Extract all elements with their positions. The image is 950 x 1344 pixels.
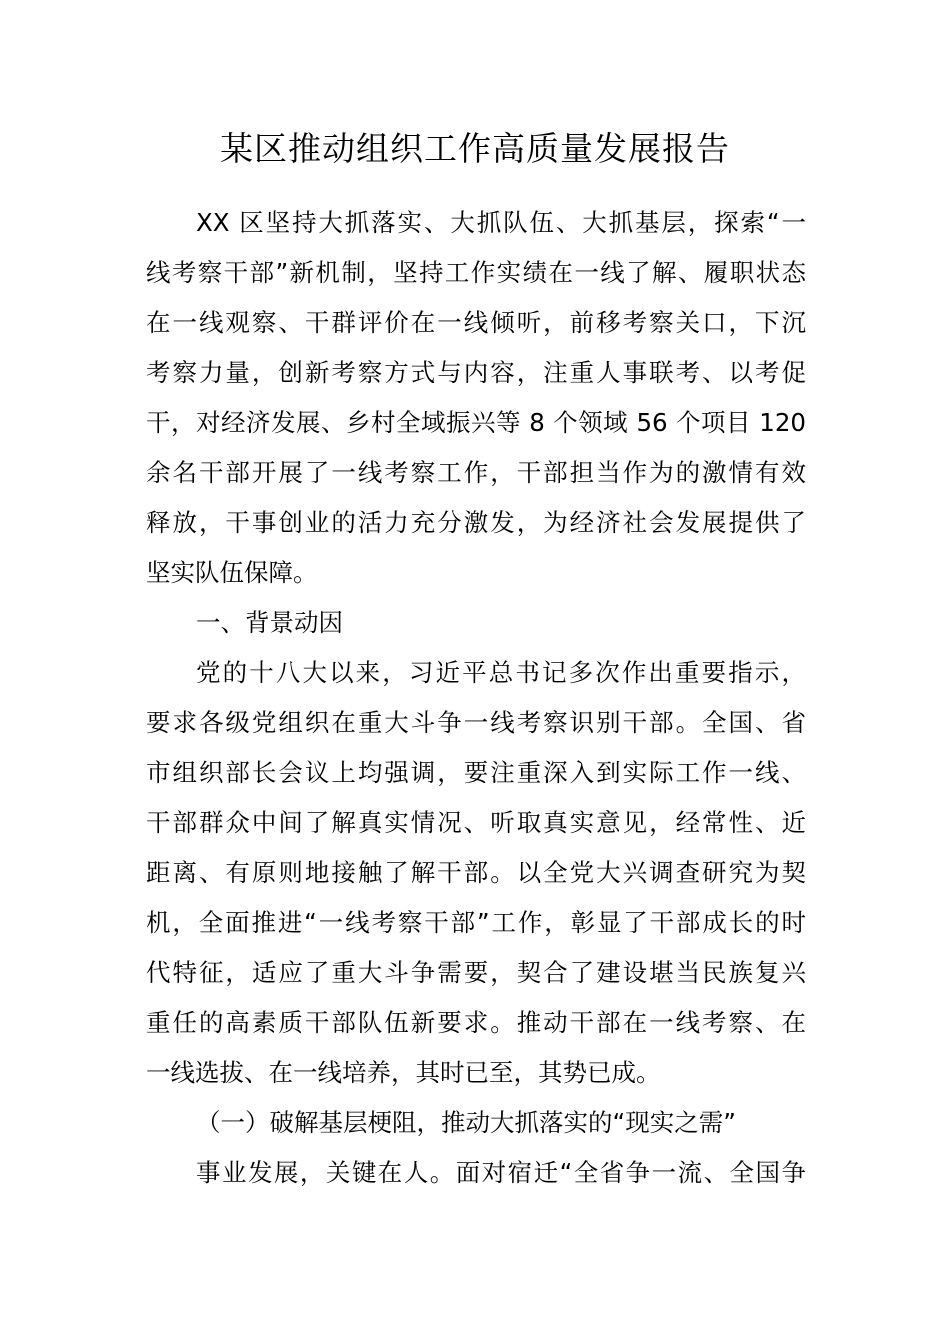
paragraph-line: 余名干部开展了一线考察工作，干部担当作为的激情有效 bbox=[146, 458, 806, 487]
document-title: 某区推动组织工作高质量发展报告 bbox=[220, 129, 730, 168]
paragraph-line: 代特征，适应了重大斗争需要，契合了建设堪当民族复兴 bbox=[146, 958, 806, 987]
section-heading: 一、背景动因 bbox=[196, 608, 343, 637]
paragraph-line: 要求各级党组织在重大斗争一线考察识别干部。全国、省 bbox=[146, 708, 806, 737]
paragraph-line: 机，全面推进“一线考察干部”工作，彰显了干部成长的时 bbox=[146, 908, 806, 937]
paragraph-line: 党的十八大以来，习近平总书记多次作出重要指示， bbox=[196, 658, 806, 687]
paragraph-line: 在一线观察、干群评价在一线倾听，前移考察关口，下沉 bbox=[146, 308, 806, 337]
paragraph-line: 线考察干部”新机制，坚持工作实绩在一线了解、履职状态 bbox=[146, 258, 806, 287]
paragraph-line: 重任的高素质干部队伍新要求。推动干部在一线考察、在 bbox=[146, 1008, 806, 1037]
paragraph-line: 坚实队伍保障。 bbox=[146, 558, 318, 587]
paragraph-line: 事业发展，关键在人。面对宿迁“全省争一流、全国争 bbox=[196, 1158, 806, 1187]
paragraph-line: 干，对经济发展、乡村全域振兴等 8 个领域 56 个项目 120 bbox=[146, 408, 806, 437]
paragraph-line: 干部群众中间了解真实情况、听取真实意见，经常性、近 bbox=[146, 808, 806, 837]
paragraph-line: XX 区坚持大抓落实、大抓队伍、大抓基层，探索“一 bbox=[196, 208, 806, 237]
paragraph-line: 市组织部长会议上均强调，要注重深入到实际工作一线、 bbox=[146, 758, 806, 787]
paragraph-line: 考察力量，创新考察方式与内容，注重人事联考、以考促 bbox=[146, 358, 806, 387]
paragraph-line: 一线选拔、在一线培养，其时已至，其势已成。 bbox=[146, 1058, 661, 1087]
paragraph-line: 释放，干事创业的活力充分激发，为经济社会发展提供了 bbox=[146, 508, 806, 537]
paragraph-line: 距离、有原则地接触了解干部。以全党大兴调查研究为契 bbox=[146, 858, 806, 887]
subsection-heading: （一）破解基层梗阻，推动大抓落实的“现实之需” bbox=[196, 1108, 736, 1137]
